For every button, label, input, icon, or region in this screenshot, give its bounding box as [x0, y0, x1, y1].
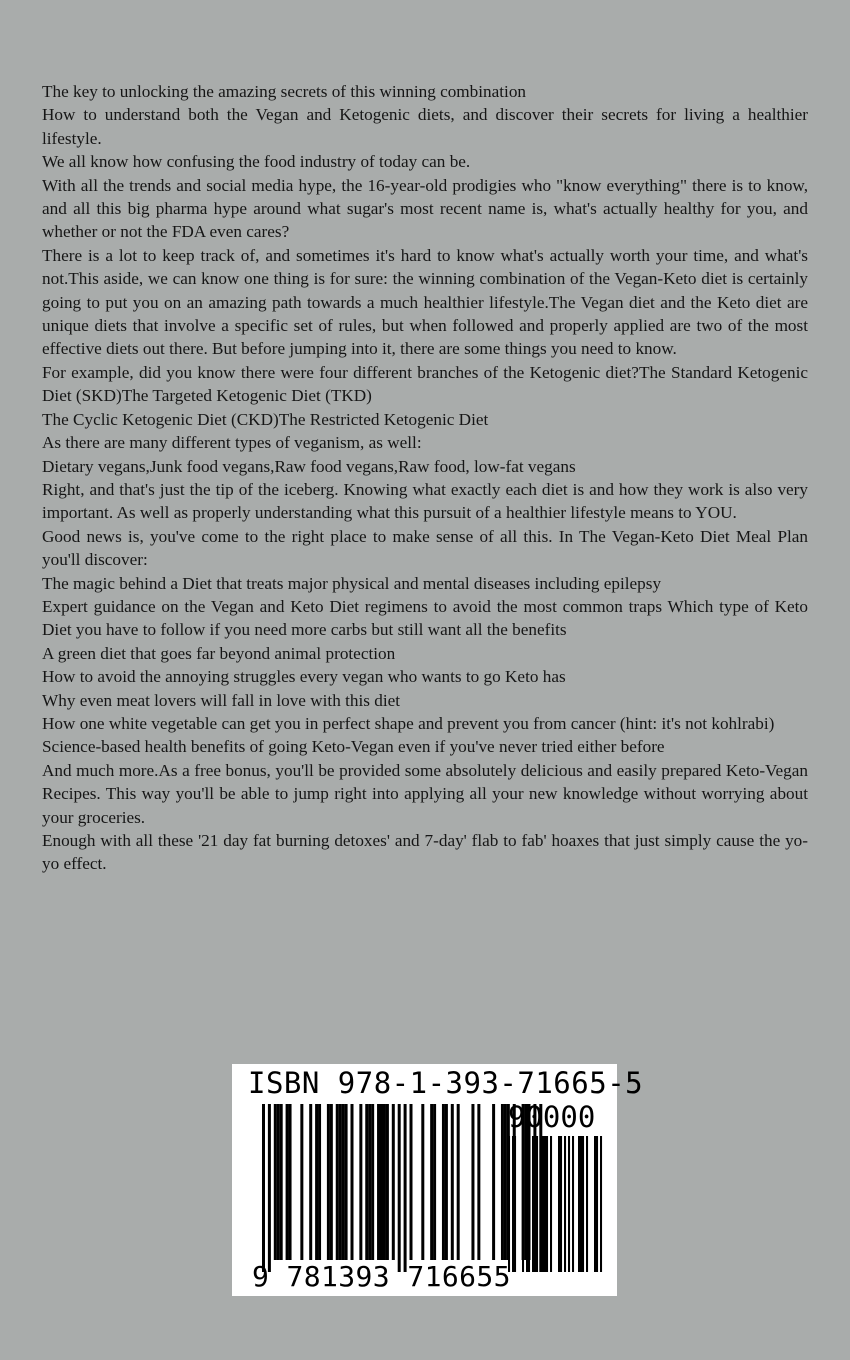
blurb-paragraph: Why even meat lovers will fall in love with this diet: [42, 690, 400, 710]
barcode-bar: [492, 1104, 495, 1260]
blurb-paragraph: There is a lot to keep track of, and sometimes it's hard to know what's actually worth your time, and what's not.This aside, we can know one thing is for sure: the winning combination of the Vegan-Keto diet is certainly going to put you on an amazing path towards a much healthier lifestyle.The Vegan diet and the Keto diet are unique diets that involve a specific set of rules, but when followed and properly applied are two of the most effective diets out there. But before jumping into it, there are some things you need to know.: [42, 245, 808, 359]
addon-bar: [508, 1136, 510, 1272]
addon-bar: [526, 1136, 528, 1272]
addon-bar: [550, 1136, 552, 1272]
barcode-bar: [274, 1104, 277, 1260]
barcode-bar: [277, 1104, 280, 1260]
addon-bar: [568, 1136, 570, 1272]
addon-bar: [600, 1136, 602, 1272]
barcode-bar: [330, 1104, 333, 1260]
barcode-bar: [368, 1104, 371, 1260]
blurb-paragraph: Right, and that's just the tip of the iceberg. Knowing what exactly each diet is and how they work is also very important. As well as properly understanding what this pursuit of a healthier lifestyle means to YOU.: [42, 479, 808, 523]
blurb-paragraph: With all the trends and social media hype, the 16-year-old prodigies who "know everything" there is to know, and all this big pharma hype around what sugar's most recent name is, what's actually healthy for you, and whether or not the FDA even cares?: [42, 175, 808, 242]
addon-bar: [514, 1136, 516, 1272]
addon-bar: [532, 1136, 534, 1272]
addon-bar: [596, 1136, 598, 1272]
barcode-bar: [339, 1104, 342, 1260]
addon-bar: [582, 1136, 584, 1272]
addon-bar: [558, 1136, 560, 1272]
addon-bar: [546, 1136, 548, 1272]
isbn-barcode: [232, 1064, 644, 1296]
barcode-bar: [336, 1104, 339, 1260]
barcode-bar: [451, 1104, 454, 1260]
barcode-bar: [289, 1104, 292, 1260]
barcode-bar: [504, 1104, 507, 1260]
barcode-bar: [392, 1104, 395, 1260]
barcode-bar: [430, 1104, 433, 1260]
addon-bar: [580, 1136, 582, 1272]
barcode-bar: [286, 1104, 289, 1260]
blurb-paragraph: How to avoid the annoying struggles every vegan who wants to go Keto has: [42, 667, 566, 687]
blurb-paragraph: A green diet that goes far beyond animal protection: [42, 643, 396, 663]
barcode-bar: [421, 1104, 424, 1260]
barcode-bar: [365, 1104, 368, 1260]
barcode-bar: [351, 1104, 354, 1260]
barcode-bar: [359, 1104, 362, 1260]
addon-bar: [594, 1136, 596, 1272]
blurb-paragraph: Dietary vegans,Junk food vegans,Raw food vegans,Raw food, low-fat vegans: [42, 456, 576, 476]
blurb-paragraph: Enough with all these '21 day fat burning detoxes' and 7-day' flab to fab' hoaxes that just simply cause the yo-yo effect.: [42, 831, 808, 874]
barcode-bar: [315, 1104, 318, 1260]
blurb-paragraph: As there are many different types of veganism, as well:: [42, 433, 422, 453]
barcode-bar: [280, 1104, 283, 1260]
barcode-bar: [342, 1104, 345, 1260]
blurb-paragraph: How to understand both the Vegan and Ketogenic diets, and discover their secrets for living a healthier lifestyle.: [42, 105, 808, 148]
addon-bar: [528, 1136, 530, 1272]
addon-bar: [542, 1136, 544, 1272]
blurb-paragraph: Expert guidance on the Vegan and Keto Diet regimens to avoid the most common traps Which type of Keto Diet you have to follow if you need more carbs but still want all the benefits: [42, 596, 808, 640]
addon-bar: [560, 1136, 562, 1272]
addon-price-code: 90000: [508, 1100, 596, 1134]
barcode-bar: [345, 1104, 348, 1260]
barcode-bar: [380, 1104, 383, 1260]
barcode-bar: [398, 1104, 401, 1272]
barcode-bar: [309, 1104, 312, 1260]
isbn-label: ISBN 978-1-393-71665-5: [248, 1066, 644, 1100]
blurb-paragraph: Good news is, you've come to the right place to make sense of all this. In The Vegan-Keto Diet Meal Plan you'll discover:: [42, 526, 808, 570]
addon-bar: [512, 1136, 514, 1272]
blurb-paragraph: The magic behind a Diet that treats major physical and mental diseases including epilepsy: [42, 573, 662, 593]
blurb-paragraph: For example, did you know there were four different branches of the Ketogenic diet?The Standard Ketogenic Diet (SKD)The Targeted Ketogenic Diet (TKD): [42, 362, 808, 406]
barcode-bar: [410, 1104, 413, 1260]
blurb-paragraph: The Cyclic Ketogenic Diet (CKD)The Restricted Ketogenic Diet: [42, 409, 489, 429]
barcode-bar: [371, 1104, 374, 1260]
addon-bar: [544, 1136, 546, 1272]
barcode-bar: [457, 1104, 460, 1260]
blurb-paragraph: And much more.As a free bonus, you'll be provided some absolutely delicious and easily prepared Keto-Vegan Recipes. This way you'll be able to jump right into applying all your new knowledge without worrying about your groceries.: [42, 760, 808, 827]
addon-bar: [564, 1136, 566, 1272]
blurb-paragraph: Science-based health benefits of going Keto-Vegan even if you've never tried either before: [42, 737, 665, 757]
barcode-bar: [386, 1104, 389, 1260]
barcode-bar: [442, 1104, 445, 1260]
barcode-bar: [262, 1104, 265, 1272]
barcode-bar: [445, 1104, 448, 1260]
barcode-bar: [477, 1104, 480, 1260]
barcode-bar: [471, 1104, 474, 1260]
blurb-paragraph: How one white vegetable can get you in perfect shape and prevent you from cancer (hint: it's not kohlrabi): [42, 713, 775, 733]
addon-bar: [578, 1136, 580, 1272]
barcode-bar: [501, 1104, 504, 1260]
barcode-bar: [268, 1104, 271, 1272]
barcode-bar: [300, 1104, 303, 1260]
barcode-bar: [433, 1104, 436, 1260]
blurb-paragraph: The key to unlocking the amazing secrets of this winning combination: [42, 82, 527, 101]
back-cover-blurb: [42, 80, 808, 876]
ean-digits: 9 781393 716655: [252, 1260, 511, 1293]
addon-bar: [586, 1136, 588, 1272]
addon-bar: [536, 1136, 538, 1272]
barcode-bar: [383, 1104, 386, 1260]
addon-bar: [572, 1136, 574, 1272]
barcode-bar: [318, 1104, 321, 1260]
blurb-paragraph: We all know how confusing the food industry of today can be.: [42, 152, 471, 172]
barcode-bar: [327, 1104, 330, 1260]
barcode-bar: [404, 1104, 407, 1272]
barcode-bar: [377, 1104, 380, 1260]
addon-bar: [522, 1136, 524, 1272]
